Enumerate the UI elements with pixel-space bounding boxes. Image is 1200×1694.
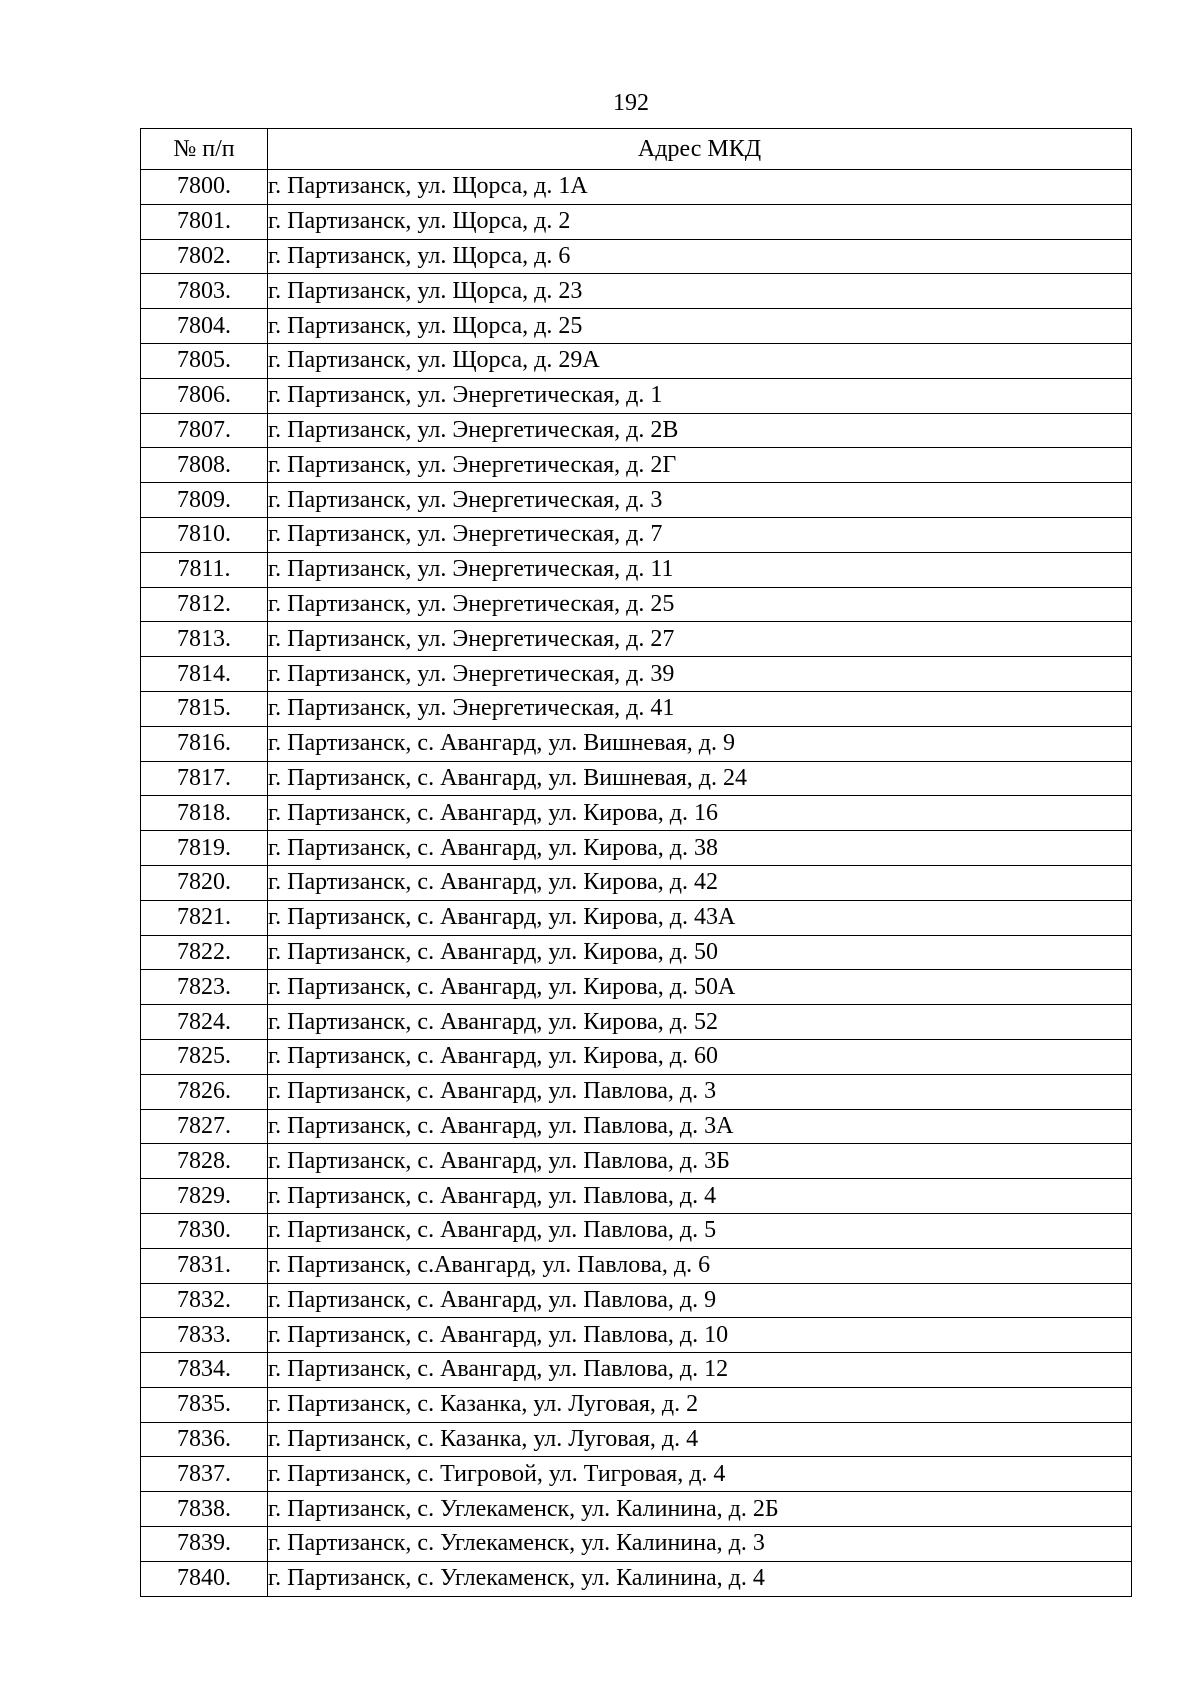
row-address: г. Партизанск, ул. Щорса, д. 25: [268, 309, 1132, 344]
table-row: [141, 239, 1132, 274]
table-row: [141, 1179, 1132, 1214]
table-row: [141, 1109, 1132, 1144]
row-number: 7816.: [141, 726, 268, 761]
row-address: г. Партизанск, ул. Щорса, д. 2: [268, 204, 1132, 239]
table-row: [141, 309, 1132, 344]
row-number: 7821.: [141, 900, 268, 935]
row-address: г. Партизанск, ул. Щорса, д. 1А: [268, 170, 1132, 205]
row-number: 7807.: [141, 413, 268, 448]
table-row: [141, 552, 1132, 587]
row-address: г. Партизанск, с.Авангард, ул. Павлова, д. 6: [268, 1248, 1132, 1283]
row-address: г. Партизанск, с. Авангард, ул. Кирова, д. 16: [268, 796, 1132, 831]
row-address: г. Партизанск, с. Углекаменск, ул. Калинина, д. 3: [268, 1527, 1132, 1562]
row-number: 7817.: [141, 761, 268, 796]
table-row: [141, 1492, 1132, 1527]
row-address: г. Партизанск, с. Авангард, ул. Павлова, д. 10: [268, 1318, 1132, 1353]
row-number: 7840.: [141, 1561, 268, 1596]
row-address: г. Партизанск, с. Авангард, ул. Павлова, д. 3А: [268, 1109, 1132, 1144]
table-row: [141, 1283, 1132, 1318]
row-address: г. Партизанск, ул. Щорса, д. 23: [268, 274, 1132, 309]
row-number: 7828.: [141, 1144, 268, 1179]
row-number: 7803.: [141, 274, 268, 309]
row-number: 7800.: [141, 170, 268, 205]
row-address: г. Партизанск, с. Авангард, ул. Павлова, д. 9: [268, 1283, 1132, 1318]
row-number: 7801.: [141, 204, 268, 239]
row-number: 7827.: [141, 1109, 268, 1144]
row-address: г. Партизанск, с. Углекаменск, ул. Калинина, д. 4: [268, 1561, 1132, 1596]
row-address: г. Партизанск, с. Авангард, ул. Кирова, д. 42: [268, 865, 1132, 900]
table-row: [141, 1422, 1132, 1457]
table-row: [141, 517, 1132, 552]
table-row: [141, 761, 1132, 796]
row-number: 7813.: [141, 622, 268, 657]
row-address: г. Партизанск, с. Авангард, ул. Павлова, д. 3: [268, 1074, 1132, 1109]
table-row: [141, 170, 1132, 205]
table-row: [141, 378, 1132, 413]
row-address: г. Партизанск, с. Авангард, ул. Вишневая, д. 24: [268, 761, 1132, 796]
table-row: [141, 448, 1132, 483]
table-body: [141, 170, 1132, 1597]
table-row: [141, 1248, 1132, 1283]
row-number: 7839.: [141, 1527, 268, 1562]
table-row: [141, 970, 1132, 1005]
row-number: 7822.: [141, 935, 268, 970]
row-number: 7834.: [141, 1353, 268, 1388]
table-row: [141, 935, 1132, 970]
table-row: [141, 865, 1132, 900]
table-row: [141, 1387, 1132, 1422]
row-number: 7808.: [141, 448, 268, 483]
table-row: [141, 274, 1132, 309]
table-row: [141, 1457, 1132, 1492]
row-number: 7829.: [141, 1179, 268, 1214]
row-number: 7812.: [141, 587, 268, 622]
row-address: г. Партизанск, с. Авангард, ул. Кирова, д. 50: [268, 935, 1132, 970]
row-address: г. Партизанск, с. Авангард, ул. Кирова, д. 52: [268, 1005, 1132, 1040]
row-number: 7830.: [141, 1213, 268, 1248]
row-address: г. Партизанск, ул. Энергетическая, д. 1: [268, 378, 1132, 413]
row-number: 7802.: [141, 239, 268, 274]
row-number: 7823.: [141, 970, 268, 1005]
row-address: г. Партизанск, с. Авангард, ул. Кирова, д. 50А: [268, 970, 1132, 1005]
table-row: [141, 1527, 1132, 1562]
row-address: г. Партизанск, ул. Щорса, д. 6: [268, 239, 1132, 274]
table-row: [141, 413, 1132, 448]
row-number: 7825.: [141, 1039, 268, 1074]
row-address: г. Партизанск, с. Авангард, ул. Павлова, д. 12: [268, 1353, 1132, 1388]
row-number: 7818.: [141, 796, 268, 831]
row-address: г. Партизанск, с. Авангард, ул. Кирова, д. 60: [268, 1039, 1132, 1074]
table-header-row: [141, 129, 1132, 170]
row-number: 7814.: [141, 657, 268, 692]
table-row: [141, 1213, 1132, 1248]
row-number: 7832.: [141, 1283, 268, 1318]
row-number: 7815.: [141, 691, 268, 726]
row-address: г. Партизанск, с. Авангард, ул. Павлова, д. 4: [268, 1179, 1132, 1214]
row-number: 7838.: [141, 1492, 268, 1527]
row-address: г. Партизанск, ул. Энергетическая, д. 39: [268, 657, 1132, 692]
table-row: [141, 726, 1132, 761]
row-address: г. Партизанск, с. Авангард, ул. Павлова, д. 5: [268, 1213, 1132, 1248]
row-address: г. Партизанск, ул. Энергетическая, д. 27: [268, 622, 1132, 657]
table-row: [141, 796, 1132, 831]
row-number: 7810.: [141, 517, 268, 552]
row-number: 7833.: [141, 1318, 268, 1353]
row-number: 7804.: [141, 309, 268, 344]
table-row: [141, 587, 1132, 622]
row-number: 7809.: [141, 483, 268, 518]
table-row: [141, 691, 1132, 726]
table-row: [141, 657, 1132, 692]
table-row: [141, 1074, 1132, 1109]
row-address: г. Партизанск, с. Авангард, ул. Кирова, д. 38: [268, 831, 1132, 866]
table-row: [141, 343, 1132, 378]
row-address: г. Партизанск, с. Тигровой, ул. Тигровая, д. 4: [268, 1457, 1132, 1492]
table-row: [141, 1039, 1132, 1074]
row-address: г. Партизанск, с. Казанка, ул. Луговая, д. 2: [268, 1387, 1132, 1422]
table-row: [141, 1561, 1132, 1596]
table-row: [141, 622, 1132, 657]
row-address: г. Партизанск, ул. Энергетическая, д. 2В: [268, 413, 1132, 448]
row-number: 7819.: [141, 831, 268, 866]
row-address: г. Партизанск, с. Углекаменск, ул. Калинина, д. 2Б: [268, 1492, 1132, 1527]
row-address: г. Партизанск, ул. Энергетическая, д. 7: [268, 517, 1132, 552]
row-number: 7824.: [141, 1005, 268, 1040]
row-number: 7811.: [141, 552, 268, 587]
row-address: г. Партизанск, с. Авангард, ул. Вишневая, д. 9: [268, 726, 1132, 761]
row-number: 7831.: [141, 1248, 268, 1283]
table-row: [141, 1005, 1132, 1040]
table-row: [141, 831, 1132, 866]
row-address: г. Партизанск, с. Авангард, ул. Кирова, д. 43А: [268, 900, 1132, 935]
table-row: [141, 1353, 1132, 1388]
row-address: г. Партизанск, ул. Энергетическая, д. 41: [268, 691, 1132, 726]
header-address: Адрес МКД: [268, 129, 1132, 170]
table-row: [141, 900, 1132, 935]
header-number: № п/п: [141, 129, 268, 170]
row-number: 7805.: [141, 343, 268, 378]
row-address: г. Партизанск, ул. Энергетическая, д. 11: [268, 552, 1132, 587]
table-row: [141, 483, 1132, 518]
row-number: 7820.: [141, 865, 268, 900]
row-address: г. Партизанск, ул. Энергетическая, д. 3: [268, 483, 1132, 518]
address-table: [140, 128, 1132, 1597]
row-address: г. Партизанск, ул. Энергетическая, д. 2Г: [268, 448, 1132, 483]
row-number: 7806.: [141, 378, 268, 413]
table-row: [141, 1144, 1132, 1179]
row-number: 7835.: [141, 1387, 268, 1422]
row-address: г. Партизанск, ул. Щорса, д. 29А: [268, 343, 1132, 378]
table-row: [141, 1318, 1132, 1353]
page-number: 192: [613, 90, 649, 116]
row-number: 7826.: [141, 1074, 268, 1109]
row-number: 7836.: [141, 1422, 268, 1457]
row-address: г. Партизанск, ул. Энергетическая, д. 25: [268, 587, 1132, 622]
table-row: [141, 204, 1132, 239]
row-address: г. Партизанск, с. Авангард, ул. Павлова, д. 3Б: [268, 1144, 1132, 1179]
row-number: 7837.: [141, 1457, 268, 1492]
row-address: г. Партизанск, с. Казанка, ул. Луговая, д. 4: [268, 1422, 1132, 1457]
